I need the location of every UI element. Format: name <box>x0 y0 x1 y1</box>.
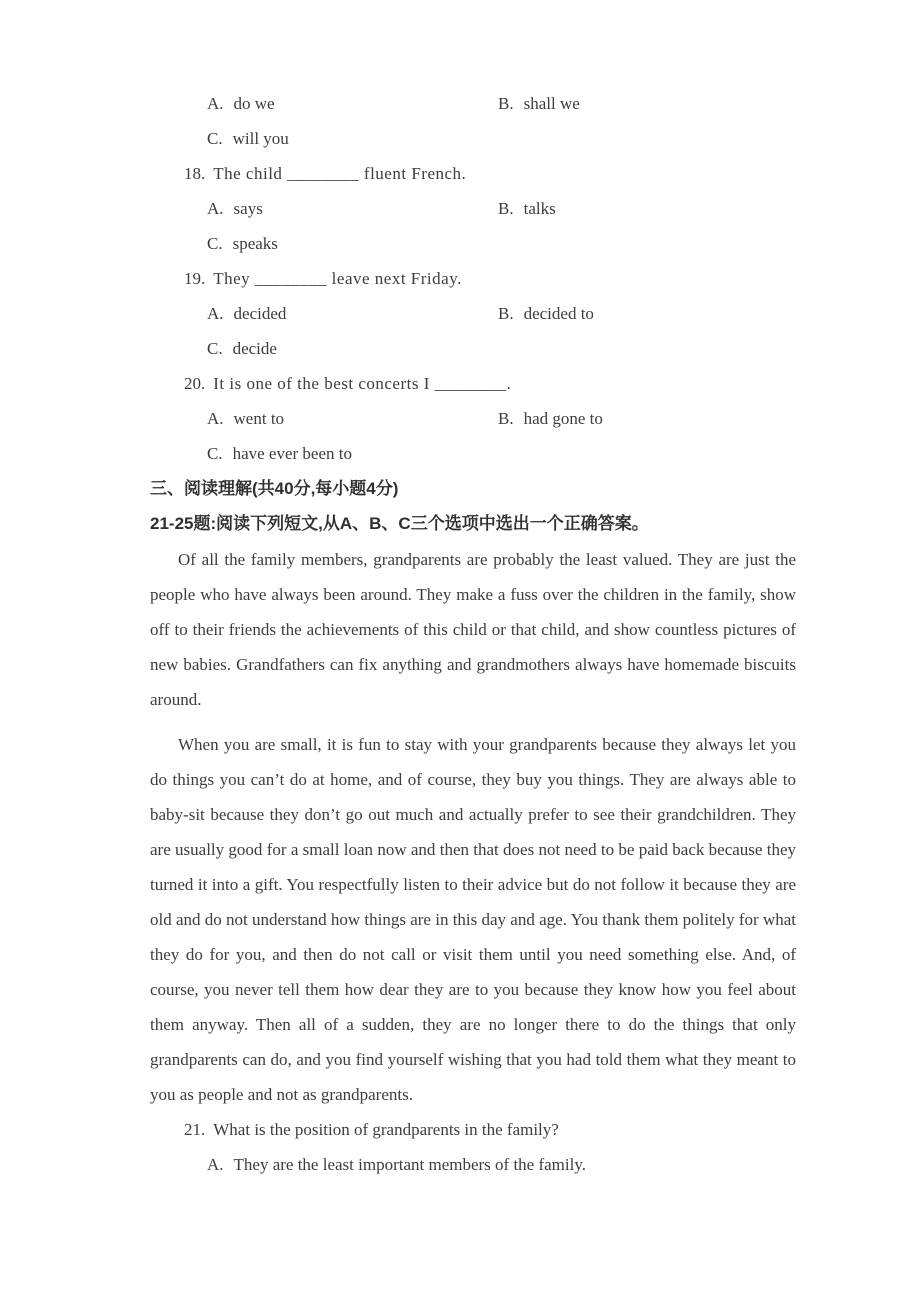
option-a-label: A. <box>207 304 224 323</box>
question-20-stem <box>184 366 796 401</box>
passage-paragraph-2: When you are small, it is fun to stay with your grandparents because they always let you do things you can’t do at home, and of course, they buy you things. They are always able to baby-sit because they don’t go out much and actually prefer to see their grandchildren. They are usually good for a small loan now and then that does not need to be paid back because they turned it into a gift. You respectfully listen to their advice but do not follow it because they are old and do not understand how things are in this day and age. You thank them politely for what they do for you, and then do not call or visit them until you need something else. And, of course, you never tell them how dear they are to you because they know how you feel about them anyway. Then all of a sudden, they are no longer there to do the things that only grandparents can do, and you find yourself wishing that you had told them what they meant to you as people and not as grandparents. <box>150 735 796 1104</box>
option-b <box>498 86 796 121</box>
option-c-text: will you <box>232 129 289 148</box>
question-20-option-c <box>207 436 796 471</box>
option-b-label: B. <box>498 304 514 323</box>
passage-paragraph-1: Of all the family members, grandparents are probably the least valued. They are just the people who have always been around. They make a fuss over the children in the family, show off to their friends the achievements of this child or that child, and show countless pictures of new babies. Grandfathers can fix anything and grandmothers always have homemade biscuits around. <box>150 550 796 709</box>
question-18-option-c <box>207 226 796 261</box>
question-18-number: 18. <box>184 164 206 183</box>
question-19-options-ab <box>207 296 796 331</box>
option-a-label: A. <box>207 409 224 428</box>
option-c-text: decide <box>232 339 277 358</box>
option-b-label: B. <box>498 199 514 218</box>
option-b-text: shall we <box>523 94 580 113</box>
question-18-text: The child ________ fluent French. <box>213 164 467 183</box>
option-c-label: C. <box>207 339 223 358</box>
option-a-label: A. <box>207 1155 224 1174</box>
question-21-option-a <box>207 1147 796 1182</box>
question-21 <box>150 1112 796 1182</box>
option-a <box>207 296 498 331</box>
question-18-options-ab <box>207 191 796 226</box>
option-c-text: have ever been to <box>232 444 353 463</box>
option-a-text: says <box>233 199 263 218</box>
question-19-number: 19. <box>184 269 206 288</box>
option-c-text: speaks <box>232 234 278 253</box>
question-21-number: 21. <box>184 1120 206 1139</box>
option-c-label: C. <box>207 444 223 463</box>
section-header: 三、阅读理解(共40分,每小题4分) <box>150 479 399 498</box>
option-c-label: C. <box>207 234 223 253</box>
option-a <box>207 191 498 226</box>
option-b-text: had gone to <box>523 409 603 428</box>
question-20-number: 20. <box>184 374 206 393</box>
question-21-stem <box>184 1112 796 1147</box>
question-19-text: They ________ leave next Friday. <box>213 269 462 288</box>
option-a-text: decided <box>233 304 287 323</box>
question-20-text: It is one of the best concerts I ________. <box>213 374 512 393</box>
question-19-option-c <box>207 331 796 366</box>
option-a-text: They are the least important members of the family. <box>233 1155 586 1174</box>
question-21-text: What is the position of grandparents in the family? <box>213 1120 559 1139</box>
option-b-label: B. <box>498 409 514 428</box>
question-20-options-ab <box>207 401 796 436</box>
option-b <box>498 296 796 331</box>
option-a-text: do we <box>233 94 275 113</box>
option-b-text: decided to <box>523 304 594 323</box>
reading-passage <box>150 542 796 1112</box>
option-b <box>498 191 796 226</box>
option-a-text: went to <box>233 409 285 428</box>
option-b-text: talks <box>523 199 556 218</box>
option-b <box>498 401 796 436</box>
section-instructions: 21-25题:阅读下列短文,从A、B、C三个选项中选出一个正确答案。 <box>150 514 649 533</box>
option-a <box>207 86 498 121</box>
question-17-option-c <box>207 121 796 156</box>
option-a-label: A. <box>207 94 224 113</box>
option-b-label: B. <box>498 94 514 113</box>
option-a-label: A. <box>207 199 224 218</box>
option-a <box>207 401 498 436</box>
option-c-label: C. <box>207 129 223 148</box>
question-17-options-ab <box>207 86 796 121</box>
question-19-stem <box>184 261 796 296</box>
question-18-stem <box>184 156 796 191</box>
